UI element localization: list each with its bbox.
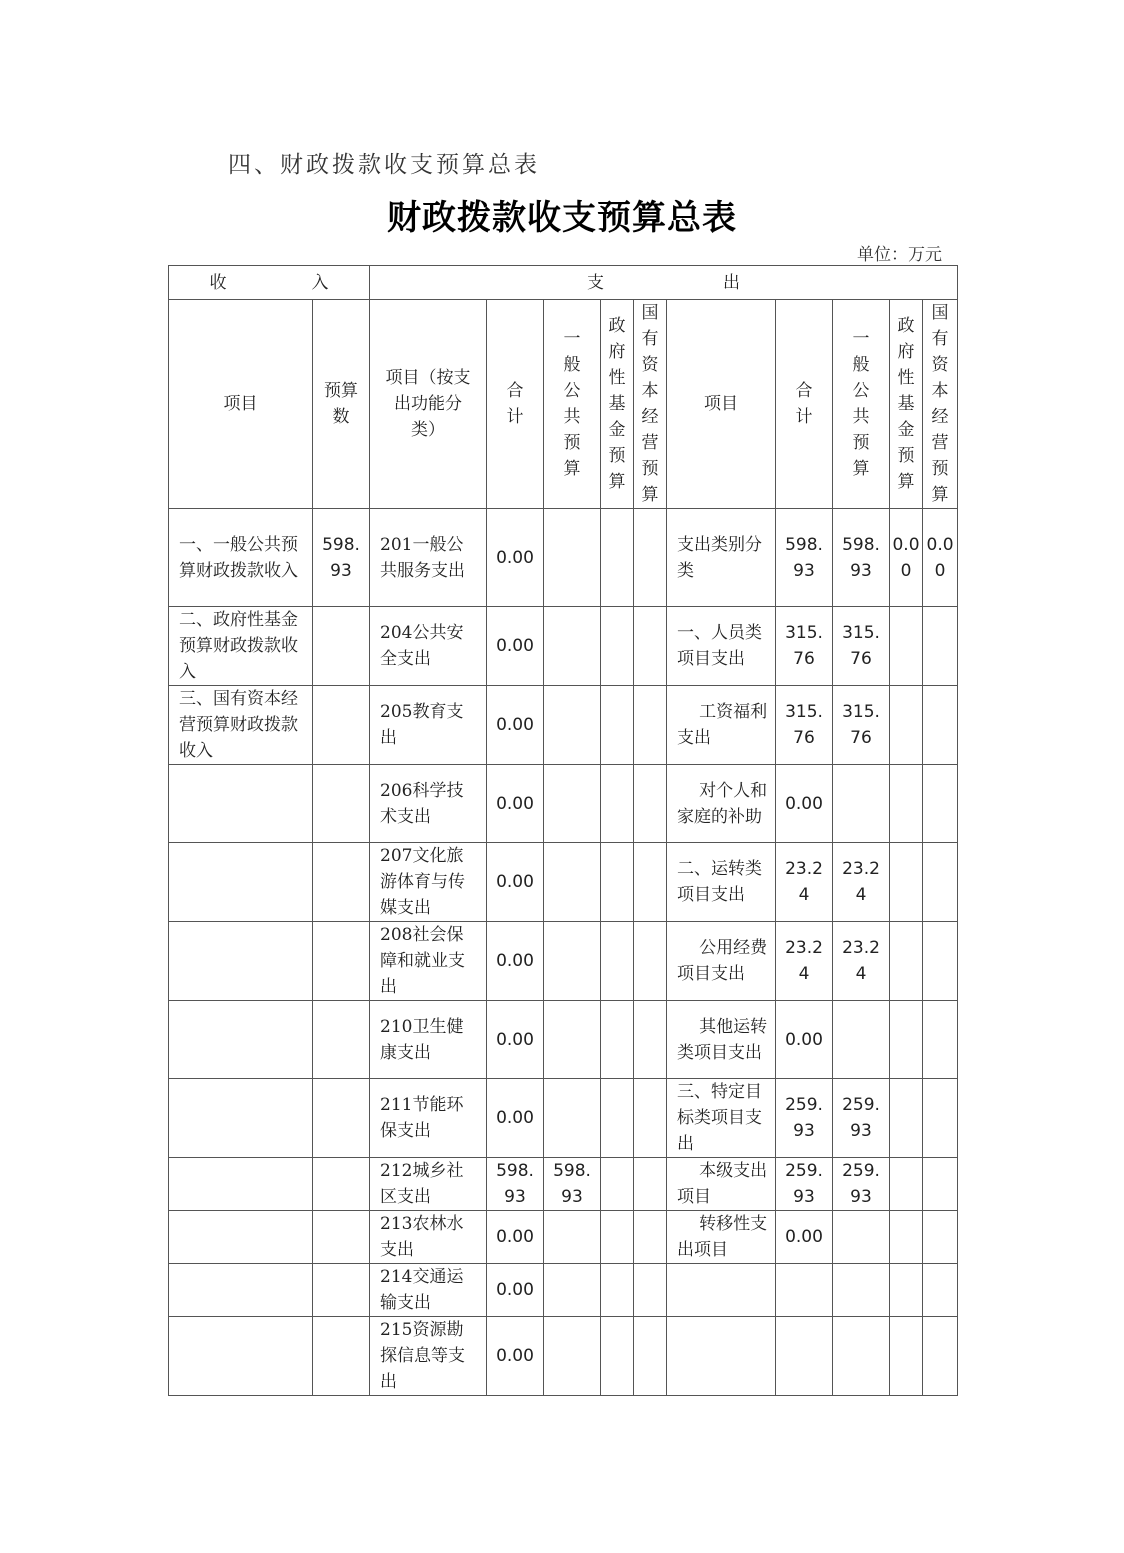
col-econ-general: 一般公共预算 [833,300,890,509]
col-income-budget: 预算数 [313,300,370,509]
cell-func-item: 215资源勘探信息等支出 [370,1317,487,1396]
cell-econ-total: 259.93 [776,1079,833,1158]
cell-func-total: 0.00 [487,686,544,765]
cell-econ-gov-fund [890,607,923,686]
cell-func-gov-fund [601,1158,634,1211]
cell-income-budget [313,1001,370,1079]
cell-income-item: 三、国有资本经营预算财政拨款收入 [169,686,313,765]
cell-func-item: 204公共安全支出 [370,607,487,686]
cell-func-gov-fund [601,922,634,1001]
cell-econ-gov-fund [890,843,923,922]
cell-econ-general: 259.93 [833,1079,890,1158]
cell-econ-total [776,1264,833,1317]
table-row [169,686,958,765]
cell-func-total: 0.00 [487,1211,544,1264]
cell-econ-item: 公用经费项目支出 [667,922,776,1001]
table-row [169,765,958,843]
cell-econ-total: 0.00 [776,765,833,843]
cell-econ-item: 支出类别分类 [667,509,776,607]
cell-econ-general: 259.93 [833,1158,890,1211]
cell-income-budget [313,1211,370,1264]
cell-econ-total: 23.24 [776,922,833,1001]
cell-econ-gov-fund: 0.00 [890,509,923,607]
cell-income-item [169,1001,313,1079]
group-header-row [169,266,958,300]
cell-econ-state-capital [923,843,958,922]
document-title: 财政拨款收支预算总表 [387,198,737,238]
cell-func-item: 214交通运输支出 [370,1264,487,1317]
cell-econ-state-capital [923,607,958,686]
cell-income-item: 一、一般公共预算财政拨款收入 [169,509,313,607]
table-row [169,1211,958,1264]
cell-econ-general [833,765,890,843]
cell-econ-state-capital [923,765,958,843]
cell-income-item [169,765,313,843]
table-row [169,607,958,686]
col-econ-state-capital: 国有资本经营预算 [923,300,958,509]
unit-label: 单位：万元 [857,245,942,265]
cell-func-general [544,607,601,686]
cell-func-state-capital [634,1211,667,1264]
cell-income-budget [313,1264,370,1317]
cell-func-total: 0.00 [487,1001,544,1079]
cell-func-total: 0.00 [487,509,544,607]
cell-econ-total: 259.93 [776,1158,833,1211]
cell-func-total: 0.00 [487,1317,544,1396]
cell-econ-total: 315.76 [776,607,833,686]
cell-func-general [544,1079,601,1158]
cell-econ-state-capital [923,1001,958,1079]
cell-econ-gov-fund [890,1079,923,1158]
cell-econ-item: 一、人员类项目支出 [667,607,776,686]
cell-econ-gov-fund [890,1211,923,1264]
cell-func-state-capital [634,686,667,765]
cell-income-budget [313,686,370,765]
cell-econ-total: 598.93 [776,509,833,607]
cell-econ-total [776,1317,833,1396]
cell-econ-general: 315.76 [833,686,890,765]
cell-func-item: 210卫生健康支出 [370,1001,487,1079]
col-func-item: 项目（按支出功能分类） [370,300,487,509]
cell-income-item [169,922,313,1001]
section-heading: 四、财政拨款收支预算总表 [228,152,540,178]
cell-econ-total: 315.76 [776,686,833,765]
cell-func-general: 598.93 [544,1158,601,1211]
cell-econ-item [667,1264,776,1317]
cell-econ-general: 315.76 [833,607,890,686]
cell-econ-state-capital [923,1158,958,1211]
cell-econ-total: 23.24 [776,843,833,922]
table-row [169,1264,958,1317]
cell-income-item: 二、政府性基金预算财政拨款收入 [169,607,313,686]
cell-income-budget [313,765,370,843]
cell-econ-state-capital [923,686,958,765]
cell-func-gov-fund [601,1211,634,1264]
cell-func-general [544,765,601,843]
budget-table [168,265,958,1396]
cell-income-item [169,1158,313,1211]
cell-func-total: 0.00 [487,765,544,843]
cell-func-gov-fund [601,509,634,607]
cell-func-total: 0.00 [487,607,544,686]
cell-econ-gov-fund [890,765,923,843]
cell-econ-total: 0.00 [776,1001,833,1079]
cell-econ-item: 工资福利支出 [667,686,776,765]
cell-func-total: 0.00 [487,1264,544,1317]
col-income-item: 项目 [169,300,313,509]
cell-econ-gov-fund [890,1158,923,1211]
cell-income-budget [313,843,370,922]
cell-func-state-capital [634,1264,667,1317]
cell-income-item [169,843,313,922]
cell-func-state-capital [634,1001,667,1079]
cell-econ-general: 23.24 [833,843,890,922]
cell-econ-item: 其他运转类项目支出 [667,1001,776,1079]
cell-econ-state-capital [923,922,958,1001]
col-func-total: 合计 [487,300,544,509]
col-func-gov-fund: 政府性基金预算 [601,300,634,509]
cell-func-state-capital [634,1158,667,1211]
cell-income-budget: 598.93 [313,509,370,607]
cell-func-state-capital [634,922,667,1001]
cell-econ-state-capital [923,1211,958,1264]
col-econ-gov-fund: 政府性基金预算 [890,300,923,509]
cell-func-gov-fund [601,607,634,686]
cell-econ-state-capital: 0.00 [923,509,958,607]
cell-func-general [544,922,601,1001]
cell-econ-state-capital [923,1317,958,1396]
cell-func-general [544,1317,601,1396]
cell-func-item: 207文化旅游体育与传媒支出 [370,843,487,922]
cell-income-budget [313,607,370,686]
cell-func-item: 211节能环保支出 [370,1079,487,1158]
cell-func-total: 0.00 [487,1079,544,1158]
cell-econ-general: 598.93 [833,509,890,607]
cell-econ-gov-fund [890,1001,923,1079]
cell-func-item: 205教育支出 [370,686,487,765]
cell-econ-item: 二、运转类项目支出 [667,843,776,922]
cell-func-total: 0.00 [487,843,544,922]
cell-func-item: 201一般公共服务支出 [370,509,487,607]
cell-func-gov-fund [601,686,634,765]
cell-econ-general [833,1211,890,1264]
cell-econ-general [833,1001,890,1079]
table-row [169,1079,958,1158]
cell-econ-item: 本级支出项目 [667,1158,776,1211]
col-func-general: 一般公共预算 [544,300,601,509]
cell-func-gov-fund [601,1317,634,1396]
cell-income-budget [313,1158,370,1211]
cell-income-budget [313,1317,370,1396]
cell-econ-item: 三、特定目标类项目支出 [667,1079,776,1158]
cell-econ-item [667,1317,776,1396]
cell-income-item [169,1317,313,1396]
cell-func-item: 213农林水支出 [370,1211,487,1264]
cell-econ-gov-fund [890,1317,923,1396]
cell-econ-state-capital [923,1079,958,1158]
income-group-header: 收 入 [169,266,370,300]
cell-income-budget [313,1079,370,1158]
cell-income-item [169,1079,313,1158]
cell-econ-gov-fund [890,686,923,765]
col-func-state-capital: 国有资本经营预算 [634,300,667,509]
table-row [169,1158,958,1211]
column-header-row [169,300,958,509]
cell-econ-gov-fund [890,1264,923,1317]
col-econ-item: 项目 [667,300,776,509]
cell-func-gov-fund [601,765,634,843]
cell-func-state-capital [634,607,667,686]
cell-func-state-capital [634,1317,667,1396]
cell-econ-general [833,1317,890,1396]
col-econ-total: 合计 [776,300,833,509]
cell-func-gov-fund [601,1264,634,1317]
cell-econ-total: 0.00 [776,1211,833,1264]
cell-func-general [544,686,601,765]
cell-econ-gov-fund [890,922,923,1001]
cell-econ-state-capital [923,1264,958,1317]
table-row [169,509,958,607]
cell-func-general [544,1001,601,1079]
cell-econ-item: 对个人和家庭的补助 [667,765,776,843]
table-row [169,1001,958,1079]
cell-func-state-capital [634,843,667,922]
cell-func-state-capital [634,765,667,843]
cell-func-total: 598.93 [487,1158,544,1211]
table-row [169,1317,958,1396]
table-row [169,843,958,922]
cell-func-total: 0.00 [487,922,544,1001]
cell-econ-general: 23.24 [833,922,890,1001]
cell-func-general [544,509,601,607]
table-row [169,922,958,1001]
cell-func-item: 206科学技术支出 [370,765,487,843]
cell-func-gov-fund [601,1001,634,1079]
cell-econ-general [833,1264,890,1317]
cell-func-state-capital [634,1079,667,1158]
cell-econ-item: 转移性支出项目 [667,1211,776,1264]
cell-func-state-capital [634,509,667,607]
cell-func-general [544,1211,601,1264]
expense-group-header: 支 出 [370,266,958,300]
cell-func-general [544,843,601,922]
cell-income-item [169,1264,313,1317]
cell-income-budget [313,922,370,1001]
cell-func-item: 208社会保障和就业支出 [370,922,487,1001]
cell-func-gov-fund [601,1079,634,1158]
cell-income-item [169,1211,313,1264]
cell-func-general [544,1264,601,1317]
cell-func-gov-fund [601,843,634,922]
cell-func-item: 212城乡社区支出 [370,1158,487,1211]
